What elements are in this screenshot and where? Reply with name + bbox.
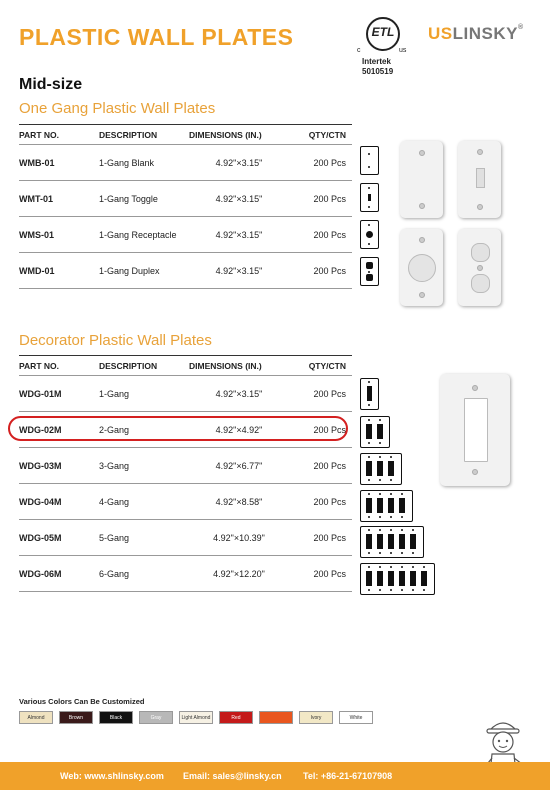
cert-etl-text: ETL [371, 25, 395, 39]
decorator-table [19, 355, 352, 592]
part-no: WDG-02M [19, 412, 99, 448]
receptacle-plate-photo [400, 229, 443, 306]
dimensions: 4.92"×3.15" [189, 217, 289, 253]
dimensions: 4.92"×3.15" [189, 181, 289, 217]
part-no: WDG-04M [19, 484, 99, 520]
col-part: PART NO. [19, 125, 99, 145]
decorator-1-gang-icon [360, 378, 379, 410]
dimensions: 4.92"×3.15" [189, 376, 289, 412]
part-no: WDG-05M [19, 520, 99, 556]
part-no: WDG-03M [19, 448, 99, 484]
one-gang-title: One Gang Plastic Wall Plates [19, 100, 216, 117]
qty: 200 Pcs [289, 448, 352, 484]
section-subtitle: Mid-size [19, 76, 83, 93]
swatch-gray: Gray [139, 711, 173, 724]
cert-c-text: c [357, 47, 361, 54]
brand-rest: LINSKY [452, 24, 518, 43]
table-row [19, 145, 352, 181]
description: 4-Gang [99, 484, 189, 520]
col-dim: DIMENSIONS (IN.) [189, 356, 289, 376]
part-no: WMB-01 [19, 145, 99, 181]
swatch-light-almond: Light Almond [179, 711, 213, 724]
description: 1-Gang Toggle [99, 181, 189, 217]
decorator-2-gang-icon [360, 416, 390, 448]
qty: 200 Pcs [289, 253, 352, 289]
swatch-ivory: Ivory [299, 711, 333, 724]
color-swatches [19, 711, 373, 724]
contact-footer [0, 762, 550, 790]
dimensions: 4.92"×3.15" [189, 253, 289, 289]
col-qty: QTY/CTN [289, 125, 352, 145]
cert-lab: Intertek [362, 57, 391, 66]
description: 6-Gang [99, 556, 189, 592]
duplex-plate-photo [458, 229, 501, 306]
table-row [19, 376, 352, 412]
decorator-title: Decorator Plastic Wall Plates [19, 332, 212, 349]
dimensions: 4.92"×6.77" [189, 448, 289, 484]
receptacle-plate-icon [360, 220, 379, 249]
one-gang-table [19, 124, 352, 289]
part-no: WMT-01 [19, 181, 99, 217]
footer-web[interactable]: Web: www.shlinsky.com [60, 771, 164, 781]
footer-tel: Tel: +86-21-67107908 [303, 771, 393, 781]
swatch-almond: Almond [19, 711, 53, 724]
brand-reg: ® [517, 24, 524, 31]
dimensions: 4.92"×12.20" [189, 556, 289, 592]
table-row [19, 217, 352, 253]
dimensions: 4.92"×10.39" [189, 520, 289, 556]
qty: 200 Pcs [289, 484, 352, 520]
description: 1-Gang [99, 376, 189, 412]
etl-certification-mark [357, 17, 410, 79]
qty: 200 Pcs [289, 181, 352, 217]
description: 3-Gang [99, 448, 189, 484]
brand-prefix: US [428, 24, 453, 43]
description: 2-Gang [99, 412, 189, 448]
blank-plate-icon [360, 146, 379, 175]
swatch-brown: Brown [59, 711, 93, 724]
col-dim: DIMENSIONS (IN.) [189, 125, 289, 145]
description: 1-Gang Blank [99, 145, 189, 181]
part-no: WDG-01M [19, 376, 99, 412]
qty: 200 Pcs [289, 556, 352, 592]
blank-plate-photo [400, 141, 443, 218]
qty: 200 Pcs [289, 376, 352, 412]
qty: 200 Pcs [289, 217, 352, 253]
col-desc: DESCRIPTION [99, 356, 189, 376]
swatch-black: Black [99, 711, 133, 724]
brand-logo [428, 24, 524, 44]
swatch-orange [259, 711, 293, 724]
duplex-plate-icon [360, 257, 379, 286]
col-part: PART NO. [19, 356, 99, 376]
description: 5-Gang [99, 520, 189, 556]
decorator-4-gang-icon [360, 490, 413, 522]
decorator-6-gang-icon [360, 563, 435, 595]
table-row [19, 484, 352, 520]
table-header-row [19, 356, 352, 376]
highlight-ring [8, 416, 348, 441]
table-row [19, 520, 352, 556]
table-header-row [19, 125, 352, 145]
page-title: PLASTIC WALL PLATES [19, 24, 294, 50]
swatch-white: White [339, 711, 373, 724]
col-desc: DESCRIPTION [99, 125, 189, 145]
part-no: WMD-01 [19, 253, 99, 289]
cert-number: 5010519 [362, 67, 394, 76]
toggle-plate-photo [458, 141, 501, 218]
description: 1-Gang Receptacle [99, 217, 189, 253]
table-row [19, 181, 352, 217]
description: 1-Gang Duplex [99, 253, 189, 289]
decorator-3-gang-icon [360, 453, 402, 485]
dimensions: 4.92"×3.15" [189, 145, 289, 181]
part-no: WMS-01 [19, 217, 99, 253]
toggle-plate-icon [360, 183, 379, 212]
dimensions: 4.92"×8.58" [189, 484, 289, 520]
decorator-5-gang-icon [360, 526, 424, 558]
table-row [19, 253, 352, 289]
colors-title: Various Colors Can Be Customized [19, 697, 145, 706]
col-qty: QTY/CTN [289, 356, 352, 376]
table-row [19, 448, 352, 484]
dimensions: 4.92"×4.92" [189, 412, 289, 448]
qty: 200 Pcs [289, 145, 352, 181]
footer-email[interactable]: Email: sales@linsky.cn [183, 771, 282, 781]
qty: 200 Pcs [289, 412, 352, 448]
table-row [19, 556, 352, 592]
cert-us-text: us [399, 47, 407, 54]
part-no: WDG-06M [19, 556, 99, 592]
qty: 200 Pcs [289, 520, 352, 556]
decorator-plate-photo [440, 374, 510, 486]
swatch-red: Red [219, 711, 253, 724]
